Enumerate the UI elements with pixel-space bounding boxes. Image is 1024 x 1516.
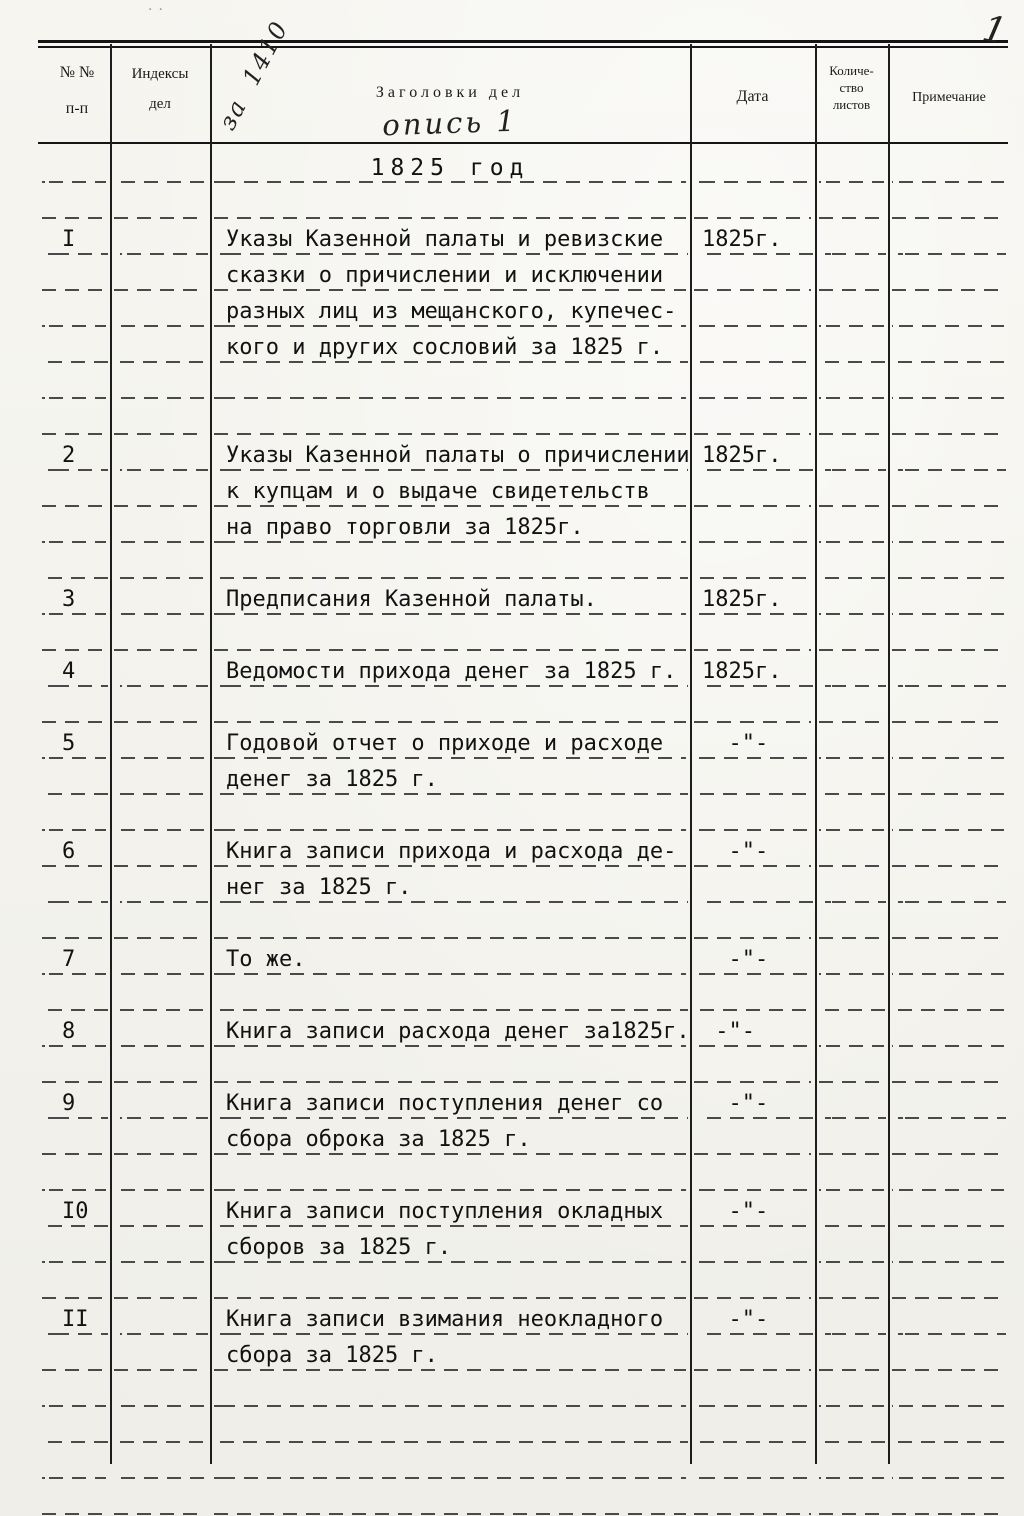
ledger-cell-title: Книга записи расхода денег за1825г. (210, 1008, 690, 1051)
ledger-cell-num (38, 1476, 110, 1516)
ledger-line (38, 720, 1008, 756)
ledger-cell-num: 8 (38, 1008, 110, 1051)
ledger-line (38, 252, 1008, 288)
ledger-cell-title: 1825 год (210, 144, 690, 187)
ledger-line (38, 1080, 1008, 1116)
ledger-cell-count (815, 1476, 888, 1516)
ledger-cell-num: 4 (38, 648, 110, 691)
column-header-titles: Заголовки дел (375, 84, 525, 101)
ledger-cell-title: Книга записи поступления денег со (210, 1080, 690, 1123)
ledger-cell-title: на право торговли за 1825г. (210, 504, 690, 547)
ledger-cell-num: 3 (38, 576, 110, 619)
ledger-line (38, 756, 1008, 792)
ledger-line (38, 1296, 1008, 1332)
handwritten-page-number: 1 (979, 8, 1011, 53)
ledger-line (38, 468, 1008, 504)
ledger-cell-title: Указы Казенной палаты и ревизские (210, 216, 690, 259)
ledger-cell-num: 9 (38, 1080, 110, 1123)
ledger-cell-title: к купцам и о выдаче свидетельств (210, 468, 690, 511)
ledger-line (38, 972, 1008, 1008)
ledger-cell-title: разных лиц из мещанского, купечес- (210, 288, 690, 331)
ledger-cell-date: 1825г. (690, 576, 815, 619)
ledger-cell-date: -"- (690, 936, 815, 979)
ledger-line (38, 576, 1008, 612)
ledger-cell-title: Книга записи прихода и расхода де- (210, 828, 690, 871)
ledger-line (38, 1008, 1008, 1044)
ledger-cell-title: сказки о причислении и исключении (210, 252, 690, 295)
ledger-cell-title: Книга записи поступления окладных (210, 1188, 690, 1231)
ledger-cell-title: Ведомости прихода денег за 1825 г. (210, 648, 690, 691)
ledger-cell-index (110, 1476, 210, 1516)
ledger-cell-num: II (38, 1296, 110, 1339)
column-header-index-line2: дел (149, 96, 171, 112)
ledger-cell-date: 1825г. (690, 432, 815, 475)
ledger-line (38, 360, 1008, 396)
ledger-line (38, 648, 1008, 684)
ledger-cell-num: 5 (38, 720, 110, 763)
ledger-line (38, 1440, 1008, 1476)
ledger-cell-title: Указы Казенной палаты о причислении (210, 432, 690, 475)
ledger-line (38, 216, 1008, 252)
ledger-cell-num: 2 (38, 432, 110, 475)
ledger-cell-title: Книга записи взимания неокладного (210, 1296, 690, 1339)
ledger-line (38, 1260, 1008, 1296)
ledger-line (38, 1368, 1008, 1404)
ledger-cell-title (210, 1476, 690, 1516)
ledger-line (38, 828, 1008, 864)
ledger-line (38, 1188, 1008, 1224)
ledger-line (38, 864, 1008, 900)
ledger-cell-title: сборов за 1825 г. (210, 1224, 690, 1267)
ledger-line (38, 180, 1008, 216)
ledger-line (38, 1224, 1008, 1260)
ledger-cell-date: -"- (690, 1008, 815, 1051)
ledger-cell-title: нег за 1825 г. (210, 864, 690, 907)
handwritten-diagonal-note: за 1410 (213, 15, 295, 135)
section-title-line (38, 144, 1008, 180)
ledger-cell-date: 1825г. (690, 216, 815, 259)
ledger-line (38, 540, 1008, 576)
ledger-line (38, 792, 1008, 828)
ledger-line (38, 1332, 1008, 1368)
ledger-cell-title: То же. (210, 936, 690, 979)
ledger-body (38, 144, 1008, 1512)
ledger-line (38, 1044, 1008, 1080)
ledger-cell-date: -"- (690, 1296, 815, 1339)
ledger-line (38, 396, 1008, 432)
ledger-line (38, 936, 1008, 972)
ledger-line (38, 900, 1008, 936)
ledger-cell-date (690, 1476, 815, 1516)
pencil-marks: ·· (148, 2, 169, 18)
column-header-sheet-count: Количе- ство листов (829, 63, 874, 112)
ledger-line (38, 1116, 1008, 1152)
ledger-line (38, 324, 1008, 360)
column-header-index: Индексы (131, 66, 189, 82)
ledger-cell-title: Годовой отчет о приходе и расходе (210, 720, 690, 763)
ledger-cell-title: сбора оброка за 1825 г. (210, 1116, 690, 1159)
ledger-line (38, 504, 1008, 540)
ledger-line (38, 1404, 1008, 1440)
column-header-date: Дата (736, 88, 769, 105)
ledger-cell-note (888, 1476, 1008, 1516)
ledger-cell-num: 7 (38, 936, 110, 979)
ledger-line (38, 612, 1008, 648)
ledger-cell-title: кого и других сословий за 1825 г. (210, 324, 690, 367)
ledger-cell-num: I (38, 216, 110, 259)
table-top-rule-thick (38, 40, 1008, 43)
ledger-cell-title: Предписания Казенной палаты. (210, 576, 690, 619)
ledger-line (38, 288, 1008, 324)
ledger-cell-date: -"- (690, 720, 815, 763)
table-top-rule-thin (38, 46, 1008, 48)
ledger-cell-date: -"- (690, 828, 815, 871)
ledger-cell-date: 1825г. (690, 648, 815, 691)
column-header-number: № № (59, 64, 95, 81)
handwritten-opis-label: опись 1 (381, 103, 519, 143)
ledger-line (38, 684, 1008, 720)
ledger-cell-num: I0 (38, 1188, 110, 1231)
ledger-cell-num: 6 (38, 828, 110, 871)
column-header-note: Примечание (912, 90, 986, 105)
column-header-number-line2: п-п (65, 100, 89, 117)
ledger-line (38, 432, 1008, 468)
ledger-line (38, 1152, 1008, 1188)
ledger-cell-date: -"- (690, 1188, 815, 1231)
ledger-line (38, 1476, 1008, 1512)
ledger-cell-title: денег за 1825 г. (210, 756, 690, 799)
ledger-cell-date: -"- (690, 1080, 815, 1123)
ledger-cell-title: сбора за 1825 г. (210, 1332, 690, 1375)
